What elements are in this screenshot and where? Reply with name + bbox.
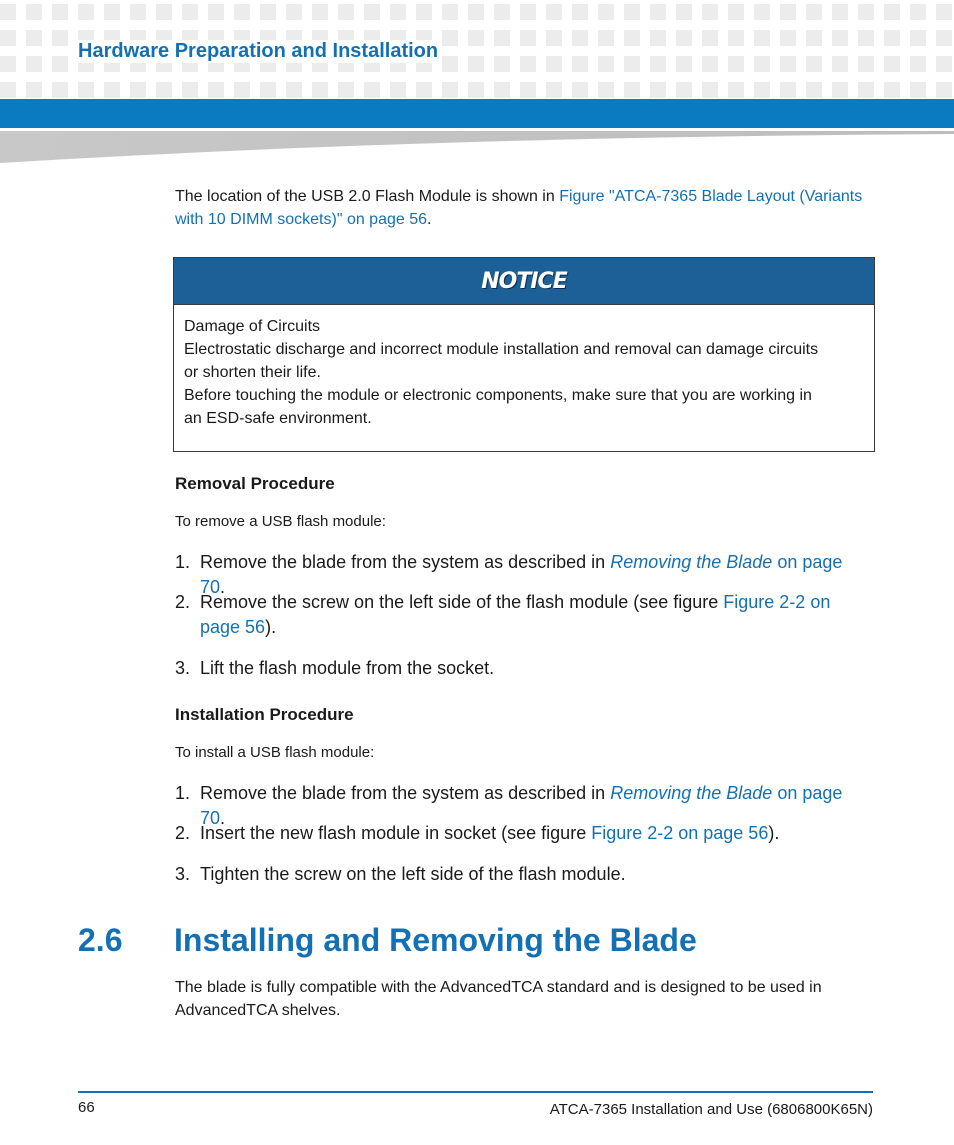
page-70-link[interactable]: on page 70 [200, 552, 843, 597]
installation-step-1 [175, 781, 875, 828]
step-number: 1. [175, 552, 191, 572]
notice-line: or shorten their life. [184, 364, 321, 381]
removal-step-3 [175, 656, 875, 681]
notice-line: an ESD-safe environment. [184, 410, 372, 427]
step-text: Insert the new flash module in socket (see figure [200, 823, 592, 843]
figure-2-2-link-cont[interactable]: page 56 [200, 617, 266, 637]
intro-text: The location of the USB 2.0 Flash Module is shown in [175, 188, 560, 205]
step-text: Lift the flash module from the socket. [200, 658, 495, 678]
step-end: ). [265, 617, 277, 637]
step-end: . [220, 577, 226, 597]
figure-layout-link[interactable]: Figure "ATCA-7365 Blade Layout (Variants [559, 188, 863, 205]
installation-heading: Installation Procedure [175, 705, 354, 724]
section-number: 2.6 [78, 922, 123, 958]
installation-step-3 [175, 862, 875, 887]
step-body [200, 590, 860, 640]
section-title: Installing and Removing the Blade [174, 922, 697, 958]
header-blue-bar [0, 99, 954, 128]
step-end: . [220, 808, 226, 828]
notice-line: Before touching the module or electronic components, make sure that you are working in [184, 387, 812, 404]
header-gray-swoosh [0, 131, 954, 163]
page-number: 66 [78, 1099, 95, 1116]
figure-2-2-link[interactable]: Figure 2-2 on [723, 592, 831, 612]
installation-intro: To install a USB flash module: [175, 744, 375, 761]
notice-line: Damage of Circuits [184, 318, 321, 335]
running-header-title: Hardware Preparation and Installation [78, 40, 442, 63]
notice-line: Electrostatic discharge and incorrect module installation and removal can damage circuits [184, 341, 819, 358]
notice-body [184, 315, 864, 430]
notice-header [174, 258, 874, 305]
page-70-link[interactable]: on page 70 [200, 783, 843, 828]
removal-intro: To remove a USB flash module: [175, 513, 386, 530]
intro-end: . [427, 211, 432, 228]
removal-step-2 [175, 590, 875, 640]
removing-blade-link[interactable]: Removing the Blade [610, 783, 773, 803]
section-paragraph-line: AdvancedTCA shelves. [175, 1002, 341, 1019]
footer-document-title: ATCA-7365 Installation and Use (6806800K65N) [549, 1101, 873, 1118]
section-paragraph [175, 976, 875, 1022]
figure-layout-link-cont[interactable]: with 10 DIMM sockets)" on page 56 [175, 211, 428, 228]
step-text: Tighten the screw on the left side of the flash module. [200, 864, 626, 884]
intro-paragraph [175, 185, 875, 231]
step-end: ). [768, 823, 780, 843]
step-text: Remove the blade from the system as described in [200, 783, 611, 803]
step-body [200, 821, 860, 846]
step-number: 2. [175, 592, 191, 612]
notice-label: NOTICE [481, 268, 567, 294]
removal-heading: Removal Procedure [175, 474, 335, 493]
step-number: 3. [175, 864, 191, 884]
figure-2-2-link[interactable]: Figure 2-2 on page 56 [591, 823, 769, 843]
removal-step-1 [175, 550, 875, 597]
step-number: 3. [175, 658, 191, 678]
step-text: Remove the screw on the left side of the flash module (see figure [200, 592, 724, 612]
notice-box [173, 257, 875, 452]
installation-step-2 [175, 821, 875, 846]
step-text: Remove the blade from the system as described in [200, 552, 611, 572]
step-number: 2. [175, 823, 191, 843]
step-number: 1. [175, 783, 191, 803]
footer-rule [78, 1091, 873, 1093]
removing-blade-link[interactable]: Removing the Blade [610, 552, 773, 572]
section-paragraph-line: The blade is fully compatible with the AdvancedTCA standard and is designed to be used in [175, 979, 822, 996]
